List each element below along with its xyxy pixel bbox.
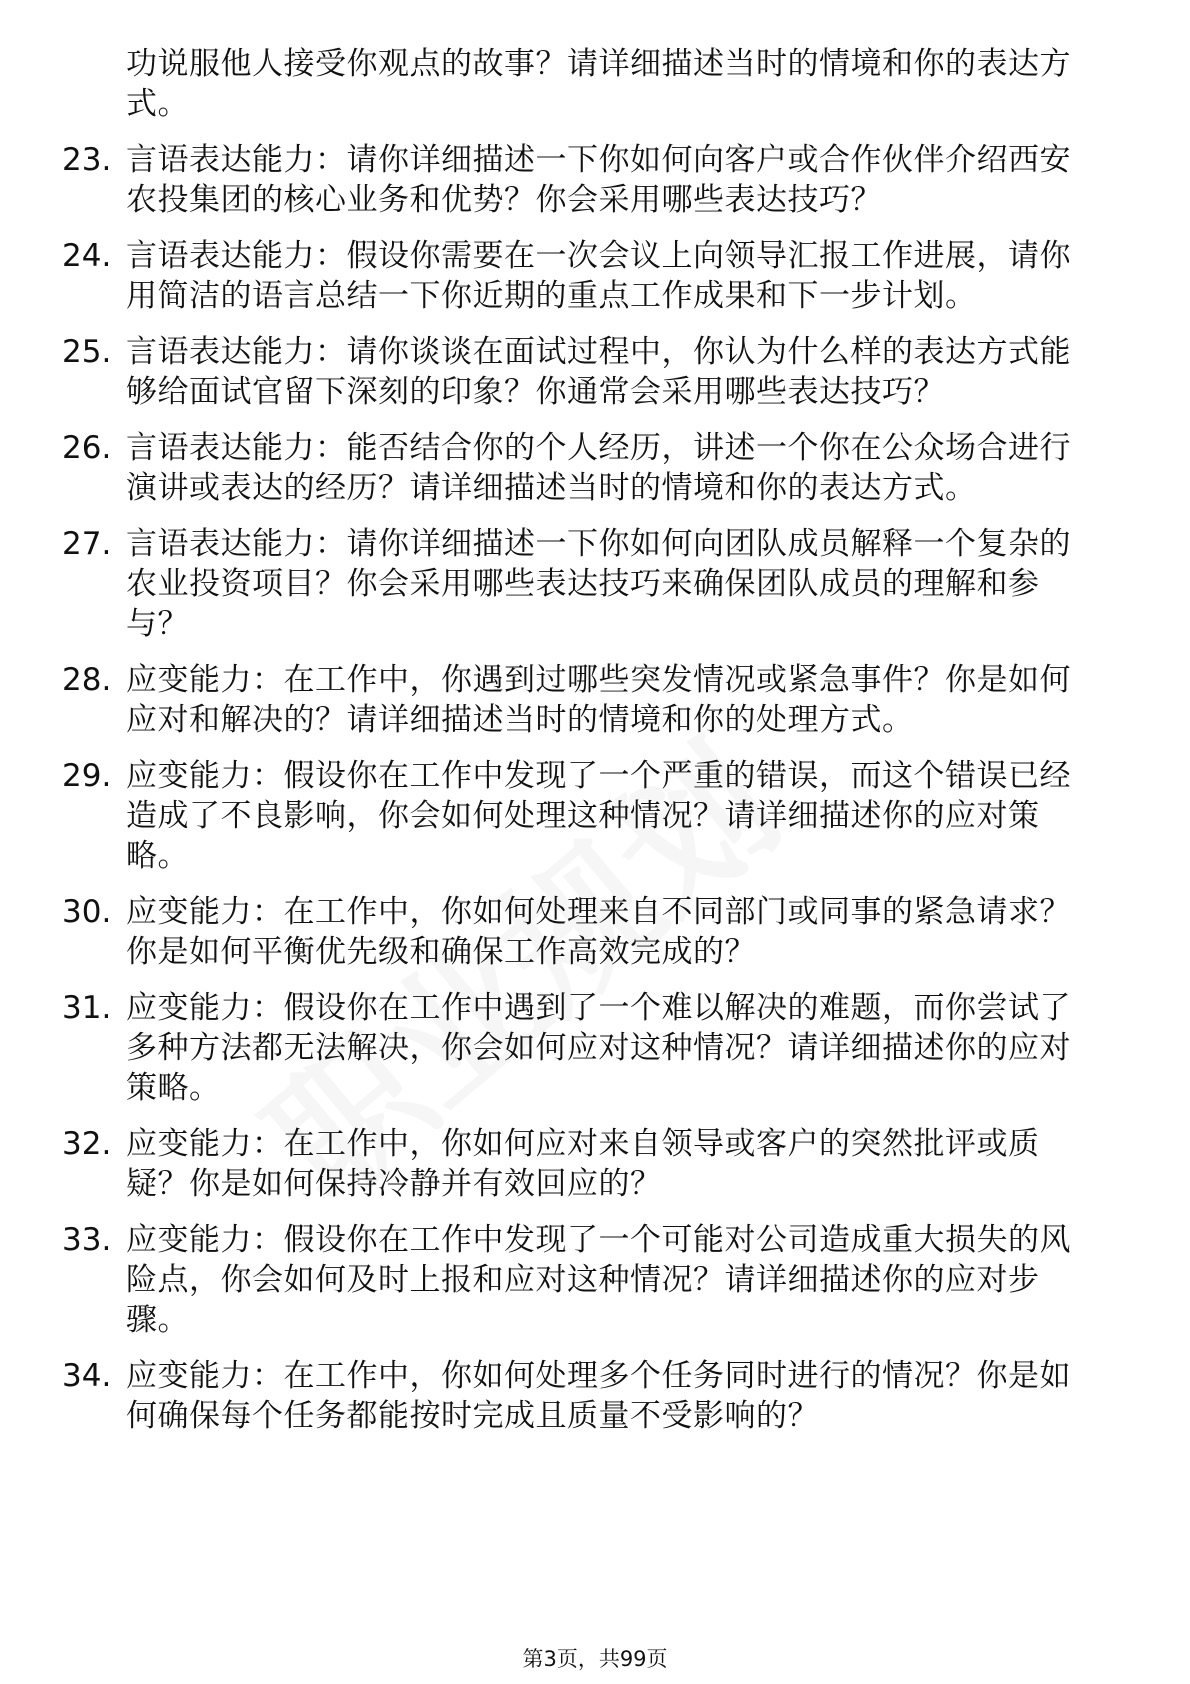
question-number: 27.: [62, 526, 112, 562]
question-item: [62, 428, 1102, 508]
question-number: 24.: [62, 238, 112, 274]
continued-question-text: 功说服他人接受你观点的故事？请详细描述当时的情境和你的表达方式。: [126, 46, 1071, 122]
question-text: 应变能力：在工作中，你遇到过哪些突发情况或紧急事件？你是如何应对和解决的？请详细描述当时的情境和你的处理方式。: [126, 662, 1071, 738]
question-number: 33.: [62, 1222, 112, 1258]
question-item: [62, 1356, 1102, 1436]
question-item: [62, 660, 1102, 740]
question-text: 言语表达能力：请你详细描述一下你如何向客户或合作伙伴介绍西安农投集团的核心业务和优势？你会采用哪些表达技巧？: [126, 142, 1071, 218]
question-text: 言语表达能力：请你详细描述一下你如何向团队成员解释一个复杂的农业投资项目？你会采用哪些表达技巧来确保团队成员的理解和参与？: [126, 526, 1071, 642]
question-number: 29.: [62, 758, 112, 794]
question-number: 30.: [62, 894, 112, 930]
question-text: 言语表达能力：能否结合你的个人经历，讲述一个你在公众场合进行演讲或表达的经历？请详细描述当时的情境和你的表达方式。: [126, 430, 1071, 506]
question-item: [62, 236, 1102, 316]
question-number: 31.: [62, 990, 112, 1026]
question-item: [62, 1124, 1102, 1204]
question-text: 言语表达能力：假设你需要在一次会议上向领导汇报工作进展，请你用简洁的语言总结一下你近期的重点工作成果和下一步计划。: [126, 238, 1071, 314]
question-text: 应变能力：在工作中，你如何处理多个任务同时进行的情况？你是如何确保每个任务都能按时完成且质量不受影响的？: [126, 1358, 1071, 1434]
question-item: [62, 1220, 1102, 1340]
question-list: [62, 44, 1102, 1452]
question-item: [62, 140, 1102, 220]
question-text: 言语表达能力：请你谈谈在面试过程中，你认为什么样的表达方式能够给面试官留下深刻的印象？你通常会采用哪些表达技巧？: [126, 334, 1071, 410]
question-text: 应变能力：在工作中，你如何应对来自领导或客户的突然批评或质疑？你是如何保持冷静并有效回应的？: [126, 1126, 1040, 1202]
page-footer: 第3页，共99页: [522, 1647, 668, 1671]
question-item: [62, 332, 1102, 412]
question-text: 应变能力：假设你在工作中发现了一个严重的错误，而这个错误已经造成了不良影响，你会如何处理这种情况？请详细描述你的应对策略。: [126, 758, 1071, 874]
question-text: 应变能力：假设你在工作中发现了一个可能对公司造成重大损失的风险点，你会如何及时上报和应对这种情况？请详细描述你的应对步骤。: [126, 1222, 1071, 1338]
question-item: [62, 756, 1102, 876]
question-number: 28.: [62, 662, 112, 698]
question-text: 应变能力：假设你在工作中遇到了一个难以解决的难题，而你尝试了多种方法都无法解决，你会如何应对这种情况？请详细描述你的应对策略。: [126, 990, 1071, 1106]
question-number: 34.: [62, 1358, 112, 1394]
question-number: 23.: [62, 142, 112, 178]
question-item: [62, 988, 1102, 1108]
question-number: 25.: [62, 334, 112, 370]
question-item: [62, 892, 1102, 972]
question-number: 26.: [62, 430, 112, 466]
question-number: 32.: [62, 1126, 112, 1162]
question-item: [62, 524, 1102, 644]
question-text: 应变能力：在工作中，你如何处理来自不同部门或同事的紧急请求？你是如何平衡优先级和确保工作高效完成的？: [126, 894, 1071, 970]
